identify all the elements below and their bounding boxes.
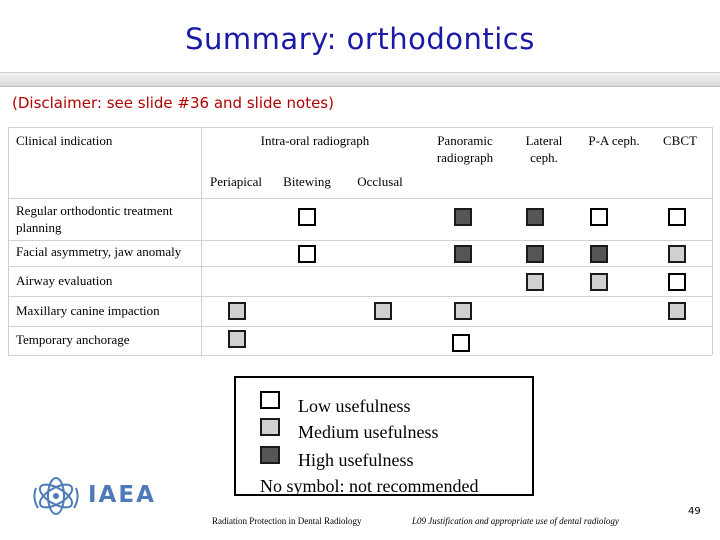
iaea-logo-text: IAEA — [88, 482, 156, 508]
header-lateral-ceph: Lateral ceph. — [525, 133, 563, 165]
legend-high-swatch — [260, 446, 280, 464]
usefulness-box-canine-cbct — [668, 302, 686, 320]
header-periapical: Periapical — [210, 174, 262, 189]
row-label-temporary-anchorage: Temporary anchorage — [16, 332, 130, 347]
table-border-bottom — [8, 355, 712, 356]
disclaimer-text: (Disclaimer: see slide #36 and slide notes) — [12, 94, 334, 112]
usefulness-box-airway-cbct — [668, 273, 686, 291]
legend-medium-label: Medium usefulness — [298, 422, 439, 442]
row-label-airway: Airway evaluation — [16, 273, 113, 288]
footer-right: L09 Justification and appropriate use of dental radiology — [412, 516, 619, 526]
usefulness-box-facial-pa — [590, 245, 608, 263]
usefulness-box-canine-periapical — [228, 302, 246, 320]
iaea-emblem-icon — [30, 474, 82, 520]
header-cbct: CBCT — [663, 133, 697, 148]
slide-title: Summary: orthodontics — [185, 22, 535, 56]
row-divider — [8, 326, 712, 327]
row-divider — [8, 266, 712, 267]
table-border-right — [712, 127, 713, 355]
usefulness-box-regular-cbct — [668, 208, 686, 226]
legend-low-swatch — [260, 391, 280, 409]
row-divider — [8, 240, 712, 241]
usefulness-box-regular-lateral — [526, 208, 544, 226]
header-bitewing: Bitewing — [283, 174, 331, 189]
header-panoramic: Panoramic radiograph — [436, 133, 494, 165]
row-divider — [8, 296, 712, 297]
row-label-facial-asymmetry: Facial asymmetry, jaw anomaly — [16, 244, 182, 259]
usefulness-box-regular-pa — [590, 208, 608, 226]
column-divider — [201, 127, 202, 355]
title-divider — [0, 72, 720, 87]
usefulness-box-airway-pa — [590, 273, 608, 291]
usefulness-legend — [234, 376, 534, 496]
legend-medium-swatch — [260, 418, 280, 436]
table-border-top — [8, 127, 712, 128]
row-label-canine-impaction: Maxillary canine impaction — [16, 303, 160, 318]
usefulness-box-anchorage-panoramic — [452, 334, 470, 352]
table-border-left — [8, 127, 9, 355]
row-label-regular-treatment: Regular orthodontic treatment planning — [16, 203, 173, 235]
usefulness-box-facial-lateral — [526, 245, 544, 263]
legend-low-label: Low usefulness — [298, 396, 411, 416]
usefulness-box-regular-bitewing — [298, 208, 316, 226]
usefulness-box-facial-panoramic — [454, 245, 472, 263]
usefulness-box-facial-bitewing — [298, 245, 316, 263]
legend-no-symbol-label: No symbol: not recommended — [260, 476, 479, 496]
header-occlusal: Occlusal — [357, 174, 403, 189]
usefulness-box-regular-panoramic — [454, 208, 472, 226]
usefulness-box-canine-occlusal — [374, 302, 392, 320]
header-pa-ceph: P-A ceph. — [588, 133, 640, 148]
usefulness-box-facial-cbct — [668, 245, 686, 263]
usefulness-box-anchorage-periapical — [228, 330, 246, 348]
page-number: 49 — [688, 506, 701, 517]
header-intra-oral: Intra-oral radiograph — [260, 133, 370, 148]
footer-left: Radiation Protection in Dental Radiology — [212, 516, 362, 526]
usefulness-box-canine-panoramic — [454, 302, 472, 320]
usefulness-box-airway-lateral — [526, 273, 544, 291]
table-header-divider — [8, 198, 712, 199]
header-clinical-indication: Clinical indication — [16, 133, 113, 148]
legend-high-label: High usefulness — [298, 450, 414, 470]
